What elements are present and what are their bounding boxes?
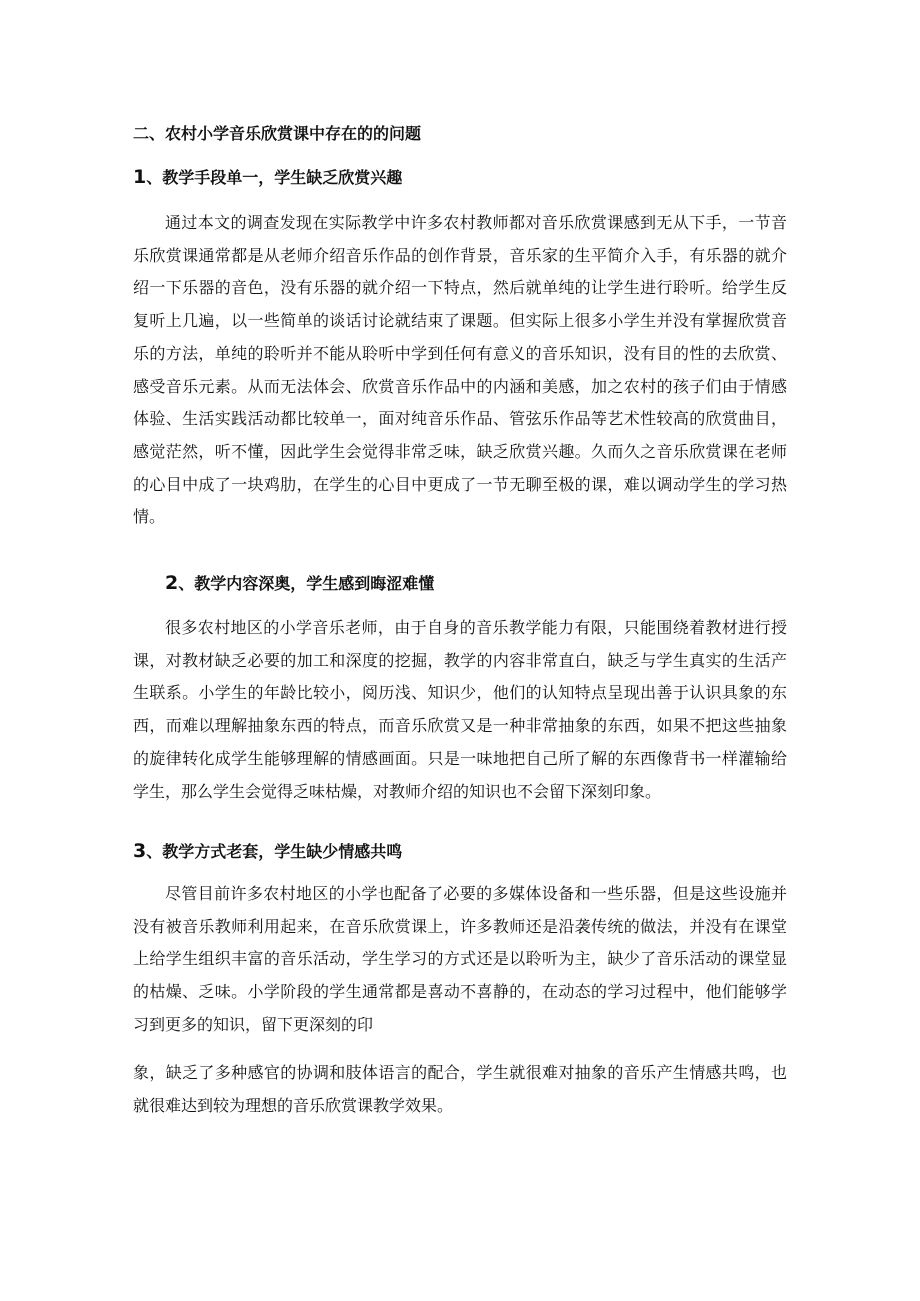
subsection-1-number: 1 [133, 166, 147, 188]
subsection-3-number: 3 [133, 840, 147, 862]
subsection-3-heading [133, 838, 402, 865]
subsection-2-heading [165, 570, 434, 597]
subsection-2-heading-text: 、教学内容深奥，学生感到晦涩难懂 [178, 574, 435, 593]
subsection-1-heading-text: 、教学手段单一，学生缺乏欣赏兴趣 [146, 168, 403, 187]
subsection-1-heading [133, 164, 402, 191]
subsection-3-heading-text: 、教学方式老套，学生缺少情感共鸣 [146, 842, 403, 861]
subsection-2-paragraph: 很多农村地区的小学音乐老师，由于自身的音乐教学能力有限，只能围绕着教材进行授课，对教材缺乏必要的加工和深度的挖掘，教学的内容非常直白，缺乏与学生真实的生活产生联系。小学生的年龄比较小，阅历浅、知识少，他们的认知特点呈现出善于认识具象的东西，而难以理解抽象东西的特点，而音乐欣赏又是一种非常抽象的东西，如果不把这些抽象的旋律转化成学生能够理解的情感画面。只是一味地把自己所了解的东西像背书一样灌输给学生，那么学生会觉得乏味枯燥，对教师介绍的知识也不会留下深刻印象。 [133, 618, 787, 801]
subsection-3-paragraph: 尽管目前许多农村地区的小学也配备了必要的多媒体设备和一些乐器，但是这些设施并没有被音乐教师利用起来，在音乐欣赏课上，许多教师还是沿袭传统的做法，并没有在课堂上给学生组织丰富的音乐活动，学生学习的方式还是以聆听为主，缺少了音乐活动的课堂显的枯燥、乏味。小学阶段的学生通常都是喜动不喜静的，在动态的学习过程中，他们能够学习到更多的知识，留下更深刻的印 [133, 884, 787, 1034]
subsection-1-paragraph: 通过本文的调查发现在实际教学中许多农村教师都对音乐欣赏课感到无从下手，一节音乐欣赏课通常都是从老师介绍音乐作品的创作背景，音乐家的生平简介入手，有乐器的就介绍一下乐器的音色，没有乐器的就介绍一下特点，然后就单纯的让学生进行聆听。给学生反复听上几遍，以一些简单的谈话讨论就结束了课题。但实际上很多小学生并没有掌握欣赏音乐的方法，单纯的聆听并不能从聆听中学到任何有意义的音乐知识，没有目的性的去欣赏、感受音乐元素。从而无法体会、欣赏音乐作品中的内涵和美感，加之农村的孩子们由于情感体验、生活实践活动都比较单一，面对纯音乐作品、管弦乐作品等艺术性较高的欣赏曲目，感觉茫然，听不懂，因此学生会觉得非常乏味，缺乏欣赏兴趣。久而久之音乐欣赏课在老师的心目中成了一块鸡肋，在学生的心目中更成了一节无聊至极的课，难以调动学生的学习热情。 [133, 213, 787, 527]
section-title: 二、农村小学音乐欣赏课中存在的的问题 [133, 124, 422, 143]
subsection-2-number: 2 [165, 572, 179, 594]
subsection-3-continuation: 象，缺乏了多种感官的协调和肢体语言的配合，学生就很难对抽象的音乐产生情感共鸣，也就很难达到较为理想的音乐欣赏课教学效果。 [133, 1063, 787, 1115]
